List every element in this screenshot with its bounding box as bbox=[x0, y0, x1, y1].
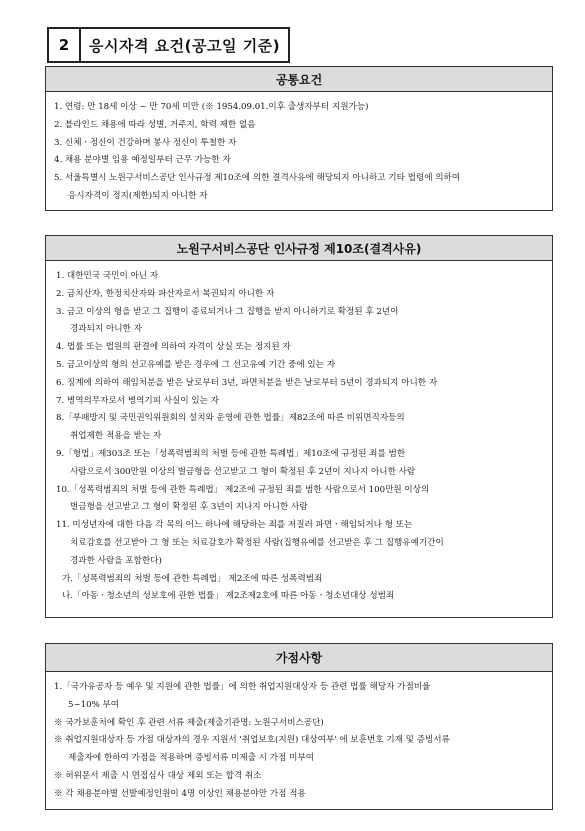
disq-item: 5. 금고이상의 형의 선고유예를 받은 경우에 그 선고유예 기간 중에 있는 자 bbox=[56, 359, 335, 370]
common-item: 4. 채용 분야별 임용 예정일부터 근무 가능한 자 bbox=[54, 155, 231, 166]
common-item: 3. 신체ㆍ정신이 건강하며 봉사 정신이 투철한 자 bbox=[54, 137, 237, 148]
disqualification-title: 노원구서비스공단 인사규정 제10조(결격사유) bbox=[46, 236, 552, 261]
bonus-item-continued: 5~10% 부여 bbox=[68, 699, 120, 710]
bonus-note-continued: 제출자에 한하여 가점을 적용하며 증빙서류 미제출 시 가점 미부여 bbox=[68, 753, 314, 764]
disq-item: 3. 금고 이상의 형을 받고 그 집행이 종료되거나 그 집행을 받지 아니하기로 확정된 후 2년이 bbox=[56, 306, 399, 317]
disq-item: 4. 법률 또는 법원의 판결에 의하여 자격이 상실 또는 정지된 자 bbox=[56, 342, 291, 353]
bonus-note: ※ 국가보훈처에 확인 후 관련 서류 제출(제출기관명: 노원구서비스공단) bbox=[54, 717, 324, 728]
disq-subitem: 나.「아동ㆍ청소년의 성보호에 관한 법률」 제2조제2호에 따른 아동ㆍ청소년대상 성범죄 bbox=[62, 591, 395, 602]
disq-item: 7. 병역의무자로서 병역기피 사실이 있는 자 bbox=[56, 395, 219, 406]
disq-item: 8.「부패방지 및 국민권익위원회의 설치와 운영에 관한 법률」제82조에 따른 비위면직자등의 bbox=[56, 413, 405, 424]
common-item: 5. 서울특별시 노원구서비스공단 인사규정 제10조에 의한 결격사유에 해당되지 아니하고 기타 법령에 의하여 bbox=[54, 173, 461, 184]
section-number: 2 bbox=[49, 29, 81, 61]
common-item-continued: 응시자격이 정지(제한)되지 아니한 자 bbox=[68, 190, 208, 201]
disq-item-continued: 경과한 사람을 포함한다) bbox=[70, 555, 162, 566]
bonus-note: ※ 각 채용분야별 선발예정인원이 4명 이상인 채용분야만 가점 적용 bbox=[54, 788, 306, 799]
bonus-points-box bbox=[45, 643, 553, 810]
section-heading: 응시자격 요건(공고일 기준) bbox=[89, 36, 281, 55]
bonus-note: ※ 취업지원대상자 등 가점 대상자의 경우 지원서 '취업보호(지원) 대상여부' 에 보훈번호 기재 및 증빙서류 bbox=[54, 735, 450, 746]
disqualification-box bbox=[45, 235, 553, 618]
section-title bbox=[47, 27, 290, 63]
disq-item: 6. 징계에 의하여 해임처분을 받은 날로부터 3년, 파면처분을 받은 날로부터 5년이 경과되지 아니한 자 bbox=[56, 377, 438, 388]
disq-item: 9.「형법」제303조 또는「성폭력범죄의 처벌 등에 관한 특례법」제10조에 규정된 죄를 범한 bbox=[56, 448, 406, 459]
disq-item: 1. 대한민국 국민이 아닌 자 bbox=[56, 271, 159, 281]
common-requirements-title: 공통요건 bbox=[46, 67, 552, 92]
bonus-points-title: 가점사항 bbox=[46, 644, 552, 672]
common-item: 1. 연령: 만 18세 이상 ~ 만 70세 미만 (※ 1954.09.01.이후 출생자부터 지원가능) bbox=[54, 102, 369, 112]
bonus-note: ※ 허위문서 제출 시 면접심사 대상 제외 또는 합격 취소 bbox=[54, 770, 262, 781]
disq-item-continued: 사람으로서 300만원 이상의 벌금형을 선고받고 그 형이 확정된 후 2년이 지나지 아니한 사람 bbox=[70, 466, 416, 477]
disq-item-continued: 벌금형을 선고받고 그 형이 확정된 후 3년이 지나지 아니한 사람 bbox=[70, 502, 308, 513]
disq-item: 10.「성폭력범죄의 처벌 등에 관한 특례법」 제2조에 규정된 죄를 범한 사람으로서 100만원 이상의 bbox=[56, 484, 430, 495]
disq-subitem: 가.「성폭력범죄의 처벌 등에 관한 특례법」 제2조에 따른 성폭력범죄 bbox=[62, 573, 323, 584]
disq-item-continued: 치료감호를 선고받아 그 형 또는 치료감호가 확정된 사람(집행유예를 선고받은 후 그 집행유예기간이 bbox=[70, 537, 444, 548]
common-item: 2. 블라인드 채용에 따라 성별, 거주지, 학력 제한 없음 bbox=[54, 119, 256, 130]
common-requirements-box bbox=[45, 66, 553, 211]
disq-item: 2. 금치산자, 한정치산자와 파산자로서 복권되지 아니한 자 bbox=[56, 288, 275, 299]
disq-item-continued: 취업제한 적용을 받는 자 bbox=[70, 431, 162, 442]
disq-item: 11. 미성년자에 대한 다음 각 목의 어느 하나에 해당하는 죄를 저질러 파면ㆍ해임되거나 형 또는 bbox=[56, 520, 413, 531]
disq-item-continued: 경과되지 아니한 자 bbox=[70, 324, 142, 335]
bonus-item: 1.「국가유공자 등 예우 및 지원에 관한 법률」에 의한 취업지원대상자 등 관련 법률 해당자 가점비율 bbox=[54, 682, 431, 692]
